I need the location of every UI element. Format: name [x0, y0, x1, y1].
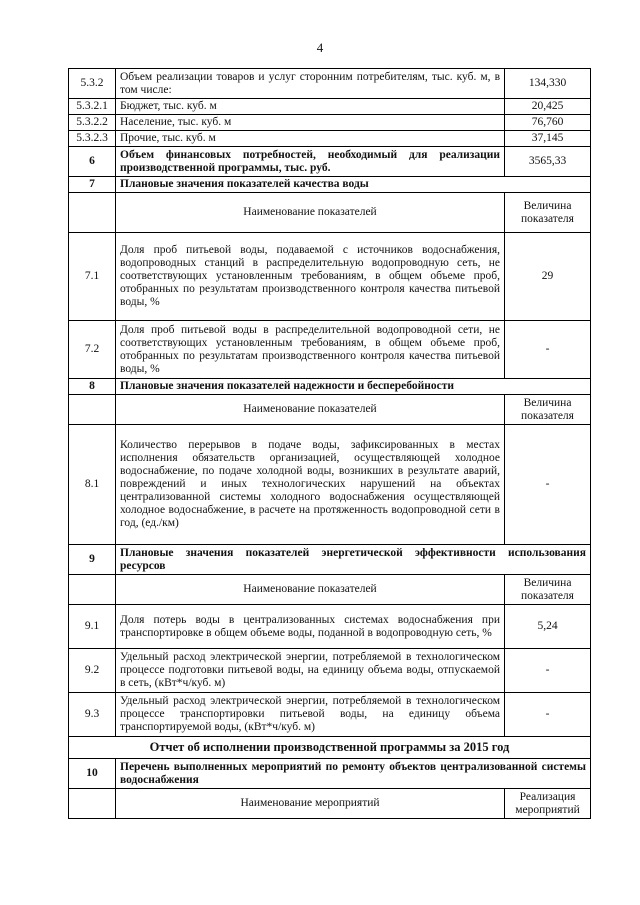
section-number: 10: [69, 759, 116, 789]
section-title: Плановые значения показателей качества воды: [116, 177, 591, 193]
table-row: [69, 147, 591, 177]
row-value: -: [505, 321, 591, 379]
table-row: [69, 115, 591, 131]
row-value: -: [505, 693, 591, 737]
row-number: 7.1: [69, 233, 116, 321]
row-value: 29: [505, 233, 591, 321]
row-value: 134,330: [505, 69, 591, 99]
row-description: Объем финансовых потребностей, необходимый для реализации производственной программы, тыс. руб.: [116, 147, 505, 177]
row-number: 9.3: [69, 693, 116, 737]
row-value: -: [505, 425, 591, 545]
section-title: Плановые значения показателей энергетической эффективности использования ресурсов: [116, 545, 591, 575]
row-description: Доля проб питьевой воды в распределительной водопроводной сети, не соответствующих установленным требованиям, в общем объеме проб, отобранных по результатам производственного контроля качества питьевой воды, %: [116, 321, 505, 379]
table-row: [69, 649, 591, 693]
section-number: 7: [69, 177, 116, 193]
column-header-value: Величина показателя: [505, 575, 591, 605]
header-row: [69, 193, 591, 233]
row-value: 20,425: [505, 99, 591, 115]
section-row: [69, 545, 591, 575]
report-title-row: [69, 737, 591, 759]
row-value: 3565,33: [505, 147, 591, 177]
report-title: Отчет об исполнении производственной программы за 2015 год: [69, 737, 591, 759]
section-row: [69, 759, 591, 789]
column-header-value: Величина показателя: [505, 193, 591, 233]
table-row: [69, 233, 591, 321]
row-number: 9.1: [69, 605, 116, 649]
column-header-name: Наименование показателей: [116, 575, 505, 605]
section-number: 8: [69, 379, 116, 395]
column-header-value: Величина показателя: [505, 395, 591, 425]
row-value: 76,760: [505, 115, 591, 131]
page-number: 4: [316, 40, 324, 55]
header-row: [69, 575, 591, 605]
row-number: 5.3.2.3: [69, 131, 116, 147]
column-header-name: Наименование показателей: [116, 193, 505, 233]
table-row: [69, 425, 591, 545]
table-row: [69, 99, 591, 115]
row-number: 5.3.2.2: [69, 115, 116, 131]
row-number: 6: [69, 147, 116, 177]
section-row: [69, 379, 591, 395]
row-value: -: [505, 649, 591, 693]
row-value: 37,145: [505, 131, 591, 147]
row-description: Количество перерывов в подаче воды, зафиксированных в местах исполнения обязательств организацией, осуществляющей холодное водоснабжение, по подаче холодной воды, возникших в результате аварий, повреждений и иных технологических нарушений на объектах централизованной системы холодного водоснабжения осуществляющей холодное водоснабжение, в расчете на протяженность водопроводной сети в год, (ед./км): [116, 425, 505, 545]
table-row: [69, 605, 591, 649]
row-description: Объем реализации товаров и услуг сторонним потребителям, тыс. куб. м, в том числе:: [116, 69, 505, 99]
row-number: 5.3.2: [69, 69, 116, 99]
column-header-name: Наименование мероприятий: [116, 789, 505, 819]
table-row: [69, 131, 591, 147]
production-program-table: [68, 68, 591, 819]
section-title: Плановые значения показателей надежности и бесперебойности: [116, 379, 591, 395]
row-description: Население, тыс. куб. м: [116, 115, 505, 131]
row-description: Бюджет, тыс. куб. м: [116, 99, 505, 115]
header-row: [69, 395, 591, 425]
table-row: [69, 693, 591, 737]
row-description: Прочие, тыс. куб. м: [116, 131, 505, 147]
row-description: Удельный расход электрической энергии, потребляемой в технологическом процессе транспортировки питьевой воды, на единицу объема транспортируемой воды, (кВт*ч/куб. м): [116, 693, 505, 737]
column-header-name: Наименование показателей: [116, 395, 505, 425]
row-number: 7.2: [69, 321, 116, 379]
row-description: Доля проб питьевой воды, подаваемой с источников водоснабжения, водопроводных станций в распределительную водопроводную сеть, не соответствующих установленным требованиям, в общем объеме проб, отобранных по результатам производственного контроля качества питьевой воды, %: [116, 233, 505, 321]
row-number: 5.3.2.1: [69, 99, 116, 115]
header-row: [69, 789, 591, 819]
column-header-value: Реализация мероприятий: [505, 789, 591, 819]
section-number: 9: [69, 545, 116, 575]
section-title: Перечень выполненных мероприятий по ремонту объектов централизованной системы водоснабжения: [116, 759, 591, 789]
section-row: [69, 177, 591, 193]
row-number: 8.1: [69, 425, 116, 545]
table-row: [69, 69, 591, 99]
row-value: 5,24: [505, 605, 591, 649]
row-description: Удельный расход электрической энергии, потребляемой в технологическом процессе подготовки питьевой воды, на единицу объема воды, отпускаемой в сеть, (кВт*ч/куб. м): [116, 649, 505, 693]
row-description: Доля потерь воды в централизованных системах водоснабжения при транспортировке в общем объеме воды, поданной в водопроводную сеть, %: [116, 605, 505, 649]
table-row: [69, 321, 591, 379]
row-number: 9.2: [69, 649, 116, 693]
